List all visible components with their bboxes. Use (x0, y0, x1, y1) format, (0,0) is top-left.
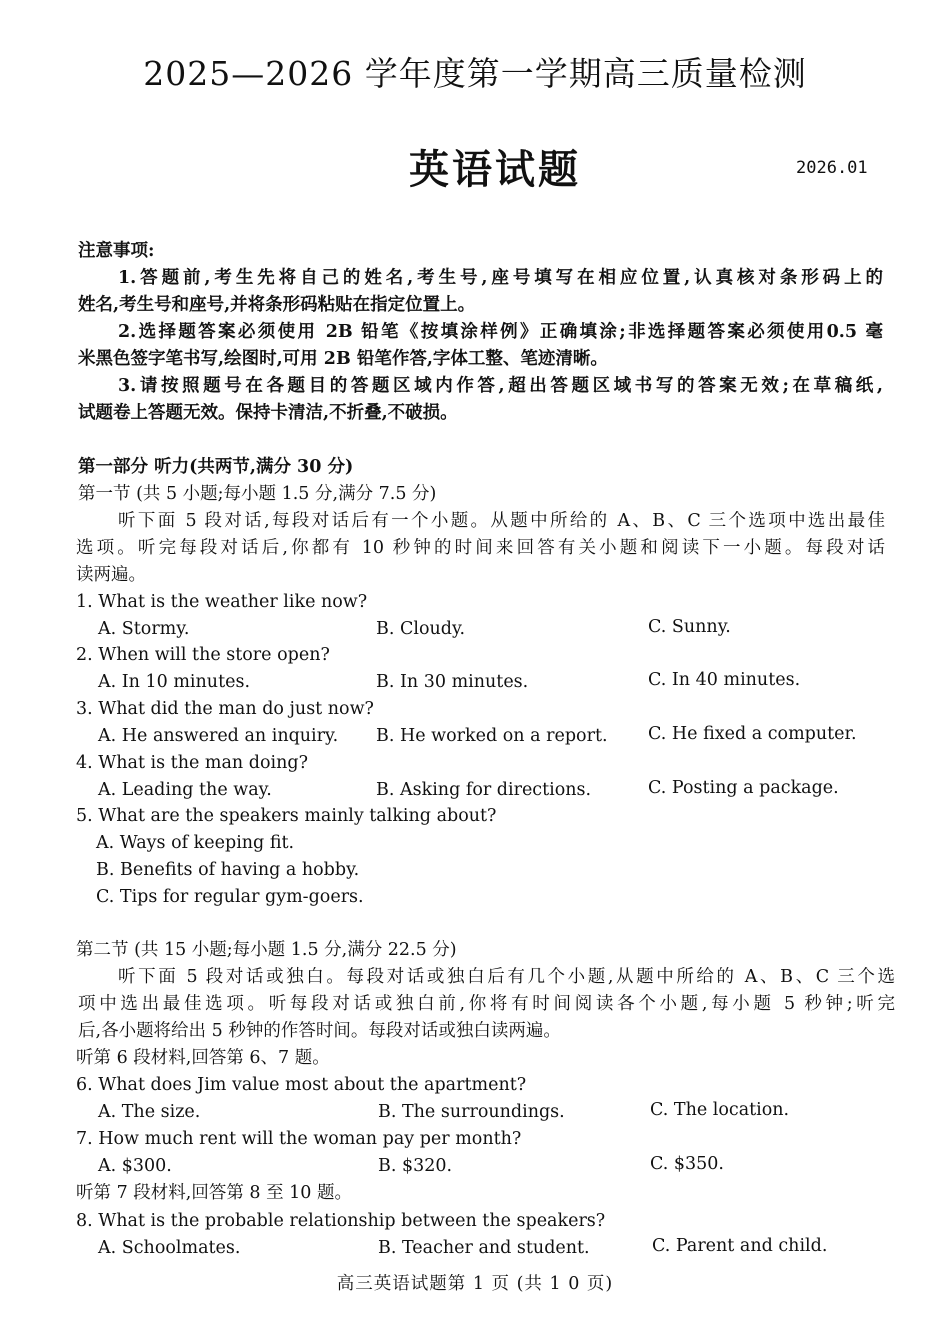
option-b: B. He worked on a report. (376, 726, 608, 746)
section1-instr-2: 选项。听完每段对话后,你都有 10 秒钟的时间来回答有关小题和阅读下一小题。每段对话 (76, 538, 885, 558)
notice-line-6: 试题卷上答题无效。保持卡清洁,不折叠,不破损。 (78, 403, 458, 423)
question-stem: 1. What is the weather like now? (76, 592, 368, 612)
option-a: A. Schoolmates. (98, 1238, 241, 1258)
section2-instr-3: 后,各小题将给出 5 秒钟的作答时间。每段对话或独白读两遍。 (78, 1021, 561, 1041)
option-c: C. Sunny. (648, 617, 731, 637)
notice-line-3: 2.选择题答案必须使用 2B 铅笔《按填涂样例》正确填涂;非选择题答案必须使用0.5 毫 (118, 322, 883, 342)
option-c: C. The location. (650, 1100, 790, 1120)
option-c: C. Tips for regular gym-goers. (96, 887, 364, 907)
section1-instr-3: 读两遍。 (76, 565, 146, 585)
option-b: B. Cloudy. (376, 619, 466, 639)
option-b: B. $320. (378, 1156, 453, 1176)
option-c: C. $350. (650, 1154, 724, 1174)
exam-date: 2026.01 (796, 158, 868, 178)
option-b: B. In 30 minutes. (376, 672, 529, 692)
question-stem: 5. What are the speakers mainly talking about? (76, 806, 497, 826)
question-stem: 2. When will the store open? (76, 645, 330, 665)
option-b: B. The surroundings. (378, 1102, 565, 1122)
question-stem: 6. What does Jim value most about the apartment? (76, 1075, 527, 1095)
option-b: B. Benefits of having a hobby. (96, 860, 360, 880)
section2-instr-2: 项中选出最佳选项。听每段对话或独白前,你将有时间阅读各个小题,每小题 5 秒钟;听完 (78, 994, 895, 1014)
page-footer: 高三英语试题第 1 页 (共 1 0 页) (336, 1274, 614, 1294)
option-c: C. In 40 minutes. (648, 670, 801, 690)
option-c: C. He fixed a computer. (648, 724, 857, 744)
material-7-note: 听第 7 段材料,回答第 8 至 10 题。 (76, 1183, 352, 1203)
exam-title: 2025—2026 学年度第一学期高三质量检测 (143, 54, 807, 93)
option-b: B. Teacher and student. (378, 1238, 590, 1258)
notice-line-1: 1.答题前,考生先将自己的姓名,考生号,座号填写在相应位置,认真核对条形码上的 (118, 268, 883, 288)
option-a: A. Stormy. (98, 619, 190, 639)
option-a: A. Ways of keeping fit. (96, 833, 295, 853)
option-a: A. He answered an inquiry. (98, 726, 339, 746)
section1-heading: 第一节 (共 5 小题;每小题 1.5 分,满分 7.5 分) (78, 484, 437, 504)
option-b: B. Asking for directions. (376, 780, 592, 800)
option-a: A. The size. (98, 1102, 201, 1122)
section2-instr-1: 听下面 5 段对话或独白。每段对话或独白后有几个小题,从题中所给的 A、B、C 三个选 (118, 967, 895, 987)
question-stem: 4. What is the man doing? (76, 753, 308, 773)
subject-title: 英语试题 (409, 146, 581, 193)
notice-line-5: 3.请按照题号在各题目的答题区域内作答,超出答题区域书写的答案无效;在草稿纸, (118, 376, 883, 396)
part1-heading: 第一部分 听力(共两节,满分 30 分) (78, 457, 354, 477)
question-stem: 3. What did the man do just now? (76, 699, 374, 719)
option-c: C. Parent and child. (652, 1236, 828, 1256)
notice-line-2: 姓名,考生号和座号,并将条形码粘贴在指定位置上。 (78, 295, 476, 315)
question-stem: 8. What is the probable relationship between the speakers? (76, 1211, 606, 1231)
option-a: A. $300. (98, 1156, 172, 1176)
option-a: A. In 10 minutes. (98, 672, 251, 692)
option-c: C. Posting a package. (648, 778, 839, 798)
question-stem: 7. How much rent will the woman pay per month? (76, 1129, 522, 1149)
material-6-note: 听第 6 段材料,回答第 6、7 题。 (76, 1048, 330, 1068)
notice-heading: 注意事项: (78, 241, 155, 261)
section1-instr-1: 听下面 5 段对话,每段对话后有一个小题。从题中所给的 A、B、C 三个选项中选出最佳 (118, 511, 885, 531)
section2-heading: 第二节 (共 15 小题;每小题 1.5 分,满分 22.5 分) (76, 940, 457, 960)
notice-line-4: 米黑色签字笔书写,绘图时,可用 2B 铅笔作答,字体工整、笔迹清晰。 (78, 349, 608, 369)
option-a: A. Leading the way. (98, 780, 272, 800)
